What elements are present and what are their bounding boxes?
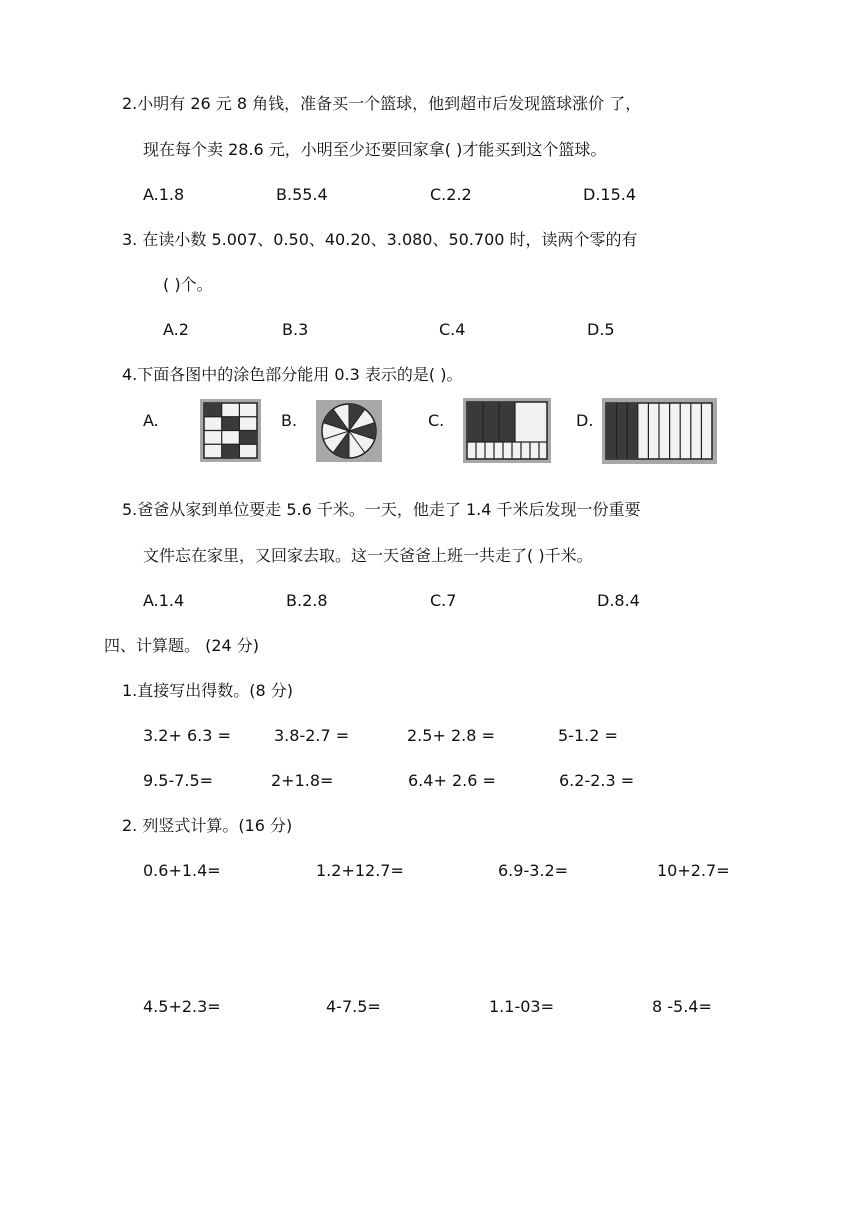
circle-figure [316, 400, 382, 462]
q5-option-b: B.2.8 [286, 591, 328, 610]
q4-option-c: C. [428, 411, 445, 430]
oral-calc-item: 6.4+ 2.6 = [408, 771, 496, 790]
oral-calc-item: 3.2+ 6.3 = [143, 726, 231, 745]
q3-option-b: B.3 [282, 320, 309, 339]
q3-line2: ( )个。 [163, 275, 213, 294]
vertical-calc-item: 8 -5.4= [652, 997, 712, 1016]
vertical-calc-item: 4-7.5= [326, 997, 381, 1016]
part1-title: 1.直接写出得数。(8 分) [122, 681, 294, 700]
q3-option-c: C.4 [439, 320, 466, 339]
rect-figure [463, 398, 551, 463]
vertical-calc-item: 6.9-3.2= [498, 861, 569, 880]
q2-option-c: C.2.2 [430, 185, 472, 204]
q3-option-d: D.5 [587, 320, 615, 339]
vertical-calc-item: 1.2+12.7= [316, 861, 404, 880]
q5-option-c: C.7 [430, 591, 457, 610]
q3-option-a: A.2 [163, 320, 189, 339]
q5-option-a: A.1.4 [143, 591, 185, 610]
q2-option-b: B.55.4 [276, 185, 328, 204]
oral-calc-item: 3.8-2.7 = [274, 726, 350, 745]
q4-line1: 4.下面各图中的涂色部分能用 0.3 表示的是( )。 [122, 365, 463, 384]
grid-figure [200, 399, 261, 462]
strip-figure [602, 398, 717, 464]
oral-calc-item: 6.2-2.3 = [559, 771, 635, 790]
q5-line1: 5.爸爸从家到单位要走 5.6 千米。一天，他走了 1.4 千米后发现一份重要 [122, 500, 641, 519]
q5-line2: 文件忘在家里，又回家去取。这一天爸爸上班一共走了( )千米。 [143, 546, 593, 565]
section-title: 四、计算题。 (24 分) [104, 636, 260, 655]
q2-option-d: D.15.4 [583, 185, 637, 204]
oral-calc-item: 5-1.2 = [558, 726, 618, 745]
q4-option-d: D. [576, 411, 594, 430]
part2-title: 2. 列竖式计算。(16 分) [122, 816, 293, 835]
vertical-calc-item: 1.1-03= [489, 997, 554, 1016]
q4-option-b: B. [281, 411, 298, 430]
oral-calc-item: 2.5+ 2.8 = [407, 726, 495, 745]
q3-line1: 3. 在读小数 5.007、0.50、40.20、3.080、50.700 时，读两个零的有 [122, 230, 638, 249]
oral-calc-item: 9.5-7.5= [143, 771, 214, 790]
vertical-calc-item: 0.6+1.4= [143, 861, 221, 880]
vertical-calc-item: 10+2.7= [657, 861, 730, 880]
oral-calc-item: 2+1.8= [271, 771, 334, 790]
q2-option-a: A.1.8 [143, 185, 185, 204]
q2-line1: 2.小明有 26 元 8 角钱，准备买一个篮球，他到超市后发现篮球涨价 了， [122, 94, 642, 113]
q5-option-d: D.8.4 [597, 591, 640, 610]
q4-option-a: A. [143, 411, 159, 430]
vertical-calc-item: 4.5+2.3= [143, 997, 221, 1016]
q2-line2: 现在每个卖 28.6 元，小明至少还要回家拿( )才能买到这个篮球。 [143, 140, 607, 159]
